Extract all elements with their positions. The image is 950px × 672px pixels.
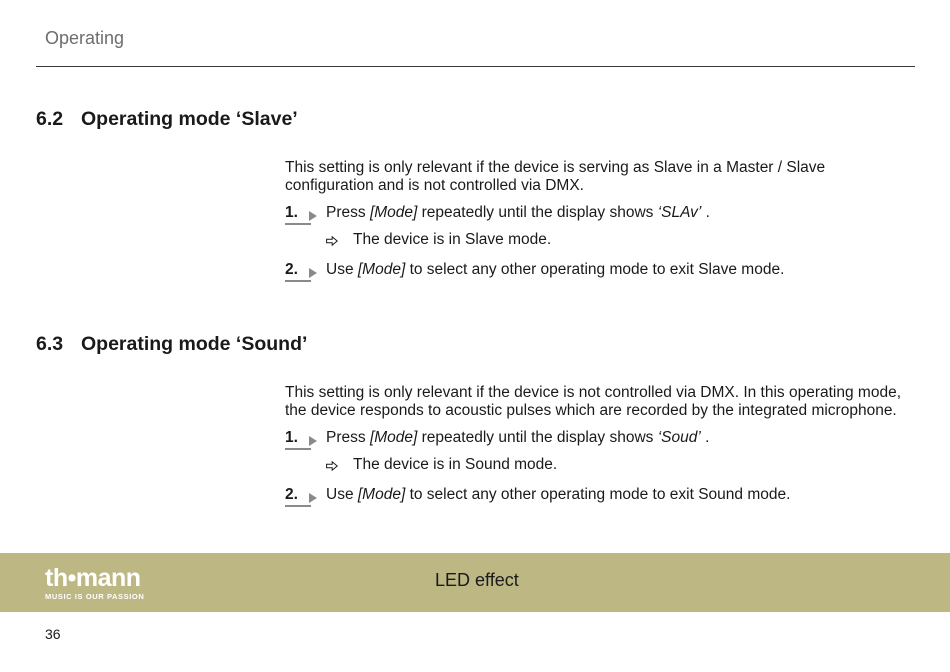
step-underline xyxy=(285,223,311,225)
step-text: Use [Mode] to select any other operating mode to exit Slave mode. xyxy=(326,261,785,278)
section-heading-slave xyxy=(36,108,298,131)
mode-key-label: [Mode] xyxy=(369,204,418,221)
section-intro: This setting is only relevant if the device is serving as Slave in a Master / Slave configuration and is not controlled via DMX. xyxy=(285,159,826,194)
header-rule xyxy=(36,66,915,67)
step-text: Press [Mode] repeatedly until the display shows ‘Soud’ . xyxy=(326,429,710,446)
section-title: Operating mode ‘Sound’ xyxy=(81,333,308,355)
step-arrow-icon xyxy=(309,268,317,278)
step-number: 2. xyxy=(285,261,298,278)
step-number-marker xyxy=(285,486,325,504)
logo-tagline: MUSIC IS OUR PASSION xyxy=(45,592,145,601)
section-number: 6.2 xyxy=(36,108,64,130)
step-arrow-icon xyxy=(309,211,317,221)
display-value: ‘SLAv’ xyxy=(657,204,702,221)
section-title: Operating mode ‘Slave’ xyxy=(81,108,298,130)
result-text: The device is in Slave mode. xyxy=(353,231,552,248)
mode-key-label: [Mode] xyxy=(369,429,418,446)
thomann-logo: th•mann xyxy=(45,564,141,592)
step-number: 1. xyxy=(285,204,298,221)
step-arrow-icon xyxy=(309,493,317,503)
step-underline xyxy=(285,280,311,282)
step-number: 2. xyxy=(285,486,298,503)
section-number: 6.3 xyxy=(36,333,64,355)
step-number-marker xyxy=(285,204,325,222)
display-value: ‘Soud’ xyxy=(657,429,701,446)
result-arrow-icon xyxy=(326,236,338,246)
mode-key-label: [Mode] xyxy=(357,261,406,278)
page-number: 36 xyxy=(45,626,61,642)
step-text: Press [Mode] repeatedly until the display shows ‘SLAv’ . xyxy=(326,204,710,221)
section-heading-sound xyxy=(36,333,307,356)
step-text: Use [Mode] to select any other operating mode to exit Sound mode. xyxy=(326,486,791,503)
step-underline xyxy=(285,505,311,507)
mode-key-label: [Mode] xyxy=(357,486,406,503)
running-header: Operating xyxy=(45,28,125,48)
result-arrow-icon xyxy=(326,461,338,471)
step-arrow-icon xyxy=(309,436,317,446)
result-text: The device is in Sound mode. xyxy=(353,456,558,473)
section-intro: This setting is only relevant if the device is not controlled via DMX. In this operating mode, the device responds to acoustic pulses which are recorded by the integrated microphone. xyxy=(285,384,901,419)
step-underline xyxy=(285,448,311,450)
step-number: 1. xyxy=(285,429,298,446)
step-number-marker xyxy=(285,261,325,279)
product-name: LED effect xyxy=(435,570,519,590)
step-number-marker xyxy=(285,429,325,447)
